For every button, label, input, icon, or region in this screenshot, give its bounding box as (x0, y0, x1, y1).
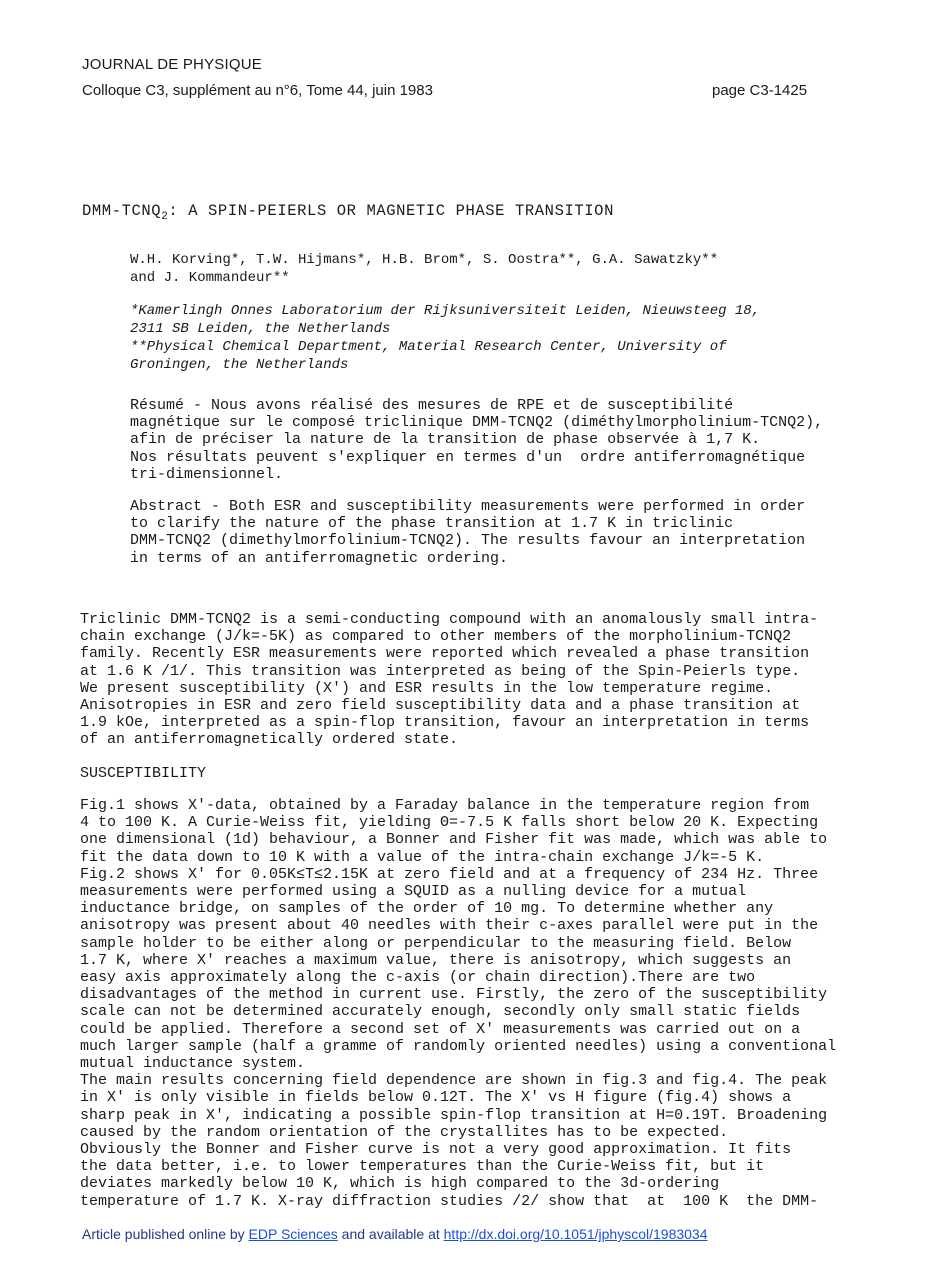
title-subscript: 2 (161, 211, 169, 224)
affiliation-line-2: 2311 SB Leiden, the Netherlands (130, 321, 391, 337)
publisher-link[interactable]: EDP Sciences (248, 1226, 338, 1242)
title-rest: : A SPIN-PEIERLS OR MAGNETIC PHASE TRANSITION (168, 202, 614, 220)
title-main: DMM-TCNQ (82, 202, 162, 220)
doi-link[interactable]: http://dx.doi.org/10.1051/jphyscol/1983034 (443, 1226, 708, 1242)
colloque-info: Colloque C3, supplément au n°6, Tome 44, juin 1983 (82, 82, 433, 99)
affiliation-line-4: Groningen, the Netherlands (130, 357, 349, 373)
resume-paragraph: Résumé - Nous avons réalisé des mesures de RPE et de susceptibilité magnétique sur le composé triclinique DMM-TCNQ2 (diméthylmorpholinium-TCNQ2), afin de préciser la nature de la transition de phase observée à 1,7 K. Nos résultats peuvent s'expliquer en termes d'un ordre antiferromagnétique tri-dimensionnel. (130, 397, 824, 483)
paper-title (82, 202, 614, 223)
footer-prefix: Article published online by (82, 1226, 249, 1242)
abstract-paragraph: Abstract - Both ESR and susceptibility measurements were performed in order to clarify the nature of the phase transition at 1.7 K in triclinic DMM-TCNQ2 (dimethylmorfolinium-TCNQ2). The results favour an interpretation in terms of an antiferromagnetic ordering. (130, 498, 806, 567)
affiliation-line-1: *Kamerlingh Onnes Laboratorium der Rijksuniversiteit Leiden, Nieuwsteeg 18, (130, 303, 761, 319)
affiliations (130, 302, 830, 374)
footer-middle: and available at (337, 1226, 444, 1242)
section-heading: SUSCEPTIBILITY (80, 765, 207, 782)
footer-note (82, 1226, 708, 1242)
affiliation-line-3: **Physical Chemical Department, Material Research Center, University of (130, 339, 727, 355)
introduction-paragraph: Triclinic DMM-TCNQ2 is a semi-conducting compound with an anomalously small intra- chain exchange (J/k=-5K) as compared to other members of the morpholinium-TCNQ2 family. Recently ESR measurements were reported which revealed a phase transition at 1.6 K /1/. This transition was interpreted as being of the Spin-Peierls type. We present susceptibility (X') and ESR results in the low temperature regime. Anisotropies in ESR and zero field susceptibility data and a phase transition at 1.9 kOe, interpreted as a spin-flop transition, favour an interpretation in terms of an antiferromagnetically ordered state. (80, 611, 819, 749)
authors-line-2: and J. Kommandeur** (130, 270, 290, 286)
author-list (130, 251, 810, 287)
page-number: page C3-1425 (712, 82, 808, 99)
journal-name: JOURNAL DE PHYSIQUE (82, 56, 262, 73)
susceptibility-paragraph: Fig.1 shows X'-data, obtained by a Faraday balance in the temperature region from 4 to 100 K. A Curie-Weiss fit, yielding Θ=-7.5 K falls short below 20 K. Expecting one dimensional (1d) behaviour, a Bonner and Fisher fit was made, which was able to fit the data down to 10 K with a value of the intra-chain exchange J/k=-5 K. Fig.2 shows X' for 0.05K≤T≤2.15K at zero field and at a frequency of 234 Hz. Three measurements were performed using a SQUID as a nulling device for a mutual inductance bridge, on samples of the order of 10 mg. To determine whether any anisotropy was present about 40 needles with their c-axes parallel were put in the sample holder to be either along or perpendicular to the measuring field. Below 1.7 K, where X' reaches a maximum value, there is anisotropy, which suggests an easy axis approximately along the c-axis (or chain direction).There are two disadvantages of the method in current use. Firstly, the zero of the susceptibility scale can not be determined accurately enough, secondly only small static fields could be applied. Therefore a second set of X' measurements was carried out on a much larger sample (half a gramme of randomly oriented needles) using a conventional mutual inductance system. The main results concerning field dependence are shown in fig.3 and fig.4. The peak in X' is only visible in fields below 0.12T. The X' vs H figure (fig.4) shows a sharp peak in X', indicating a possible spin-flop transition at H=0.19T. Broadening caused by the random orientation of the crystallites has to be expected. Obviously the Bonner and Fisher curve is not a very good approximation. It fits the data better, i.e. to lower temperatures than the Curie-Weiss fit, but it deviates markedly below 10 K, which is high compared to the 3d-ordering temperature of 1.7 K. X-ray diffraction studies /2/ show that at 100 K the DMM- (80, 797, 837, 1210)
authors-line-1: W.H. Korving*, T.W. Hijmans*, H.B. Brom*, S. Oostra**, G.A. Sawatzky** (130, 252, 719, 268)
